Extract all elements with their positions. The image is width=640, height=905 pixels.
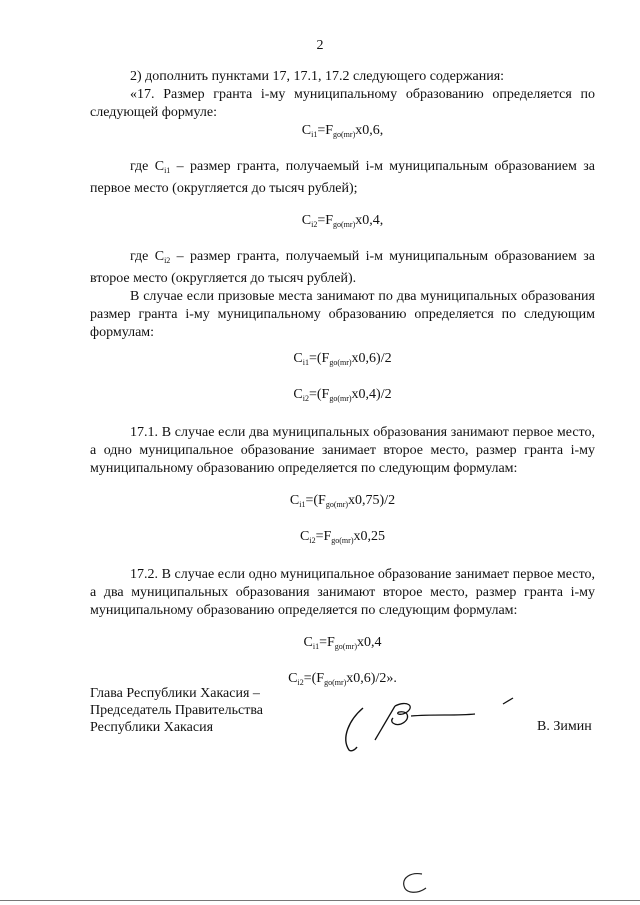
formula-6: $C_{i2}=F_{go(mr)}x0,25$ [300,529,385,545]
document-body [90,68,595,692]
definition-2: где $C_{i2}$ – размер гранта, получаемый i-м муниципальным образованием за второе место (округляется до тысяч рублей). [90,249,595,286]
item-17-paragraph: «17. Размер гранта i-му муниципальному образованию определяется по следующей формуле: [90,87,595,120]
intro-paragraph: 2) дополнить пунктами 17, 17.1, 17.2 следующего содержания: [130,69,505,84]
formula-2: $C_{i2}=F_{go(mr)}x0,4$, [301,213,384,229]
signature-title-line-1: Глава Республики Хакасия – [90,686,260,701]
item-17-1-paragraph: 17.1. В случае если два муниципальных образования занимают первое место, а одно муниципальное образование занимает второе место, размер гранта i-му муниципальному образованию определяется по следующим формулам: [90,425,595,476]
item-17-2-paragraph: 17.2. В случае если одно муниципальное образование занимает первое место, а два муниципальных образования занимают второе место, размер гранта i-му муниципальному образованию определяется по следующим формулам: [90,567,595,618]
page-number: 2 [316,38,324,53]
signature-title-line-3: Республики Хакасия [90,720,214,735]
handwritten-mark [396,868,436,898]
definition-1: где $C_{i1}$ – размер гранта, получаемый i-м муниципальным образованием за первое место (округляется до тысяч рублей); [90,159,595,196]
signature-title-line-2: Председатель Правительства [90,703,263,718]
formula-1: $C_{i1}=F_{go(mr)}x0,6$, [301,123,384,139]
handwritten-signature [335,690,525,760]
bottom-edge-line [0,900,640,901]
signatory-name: В. Зимин [537,719,592,734]
formula-3: $C_{i1}=(F_{go(mr)}x0,6)/2$ [293,351,392,367]
signature-block [90,685,263,736]
formula-5: $C_{i1}=(F_{go(mr)}x0,75)/2$ [289,493,396,509]
formula-8: $C_{i2}=(F_{go(mr)}x0,6)/2$». [288,671,397,687]
formula-4: $C_{i2}=(F_{go(mr)}x0,4)/2$ [293,387,392,403]
formula-7: $C_{i1}=F_{go(mr)}x0,4$ [303,635,382,651]
two-places-paragraph: В случае если призовые места занимают по два муниципальных образования размер гранта i-му муниципальному образованию определяется по следующим формулам: [90,289,595,340]
